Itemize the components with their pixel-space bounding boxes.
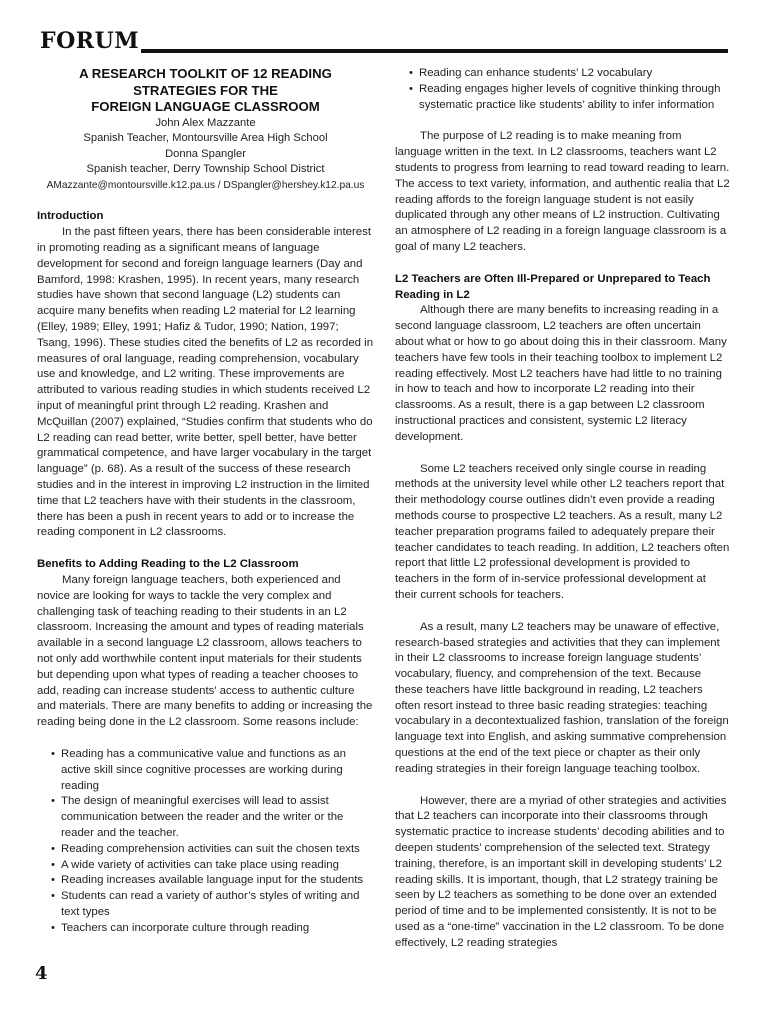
- list-item: [37, 747, 374, 794]
- list-item: [395, 66, 731, 82]
- list-item-text: Reading comprehension activities can suit the chosen texts: [61, 842, 360, 855]
- body-paragraph: However, there are a myriad of other strategies and activities that L2 teachers can incorporate into their classrooms through systematic practice to increase students’ decoding abilities and to deepen students’ comprehension of the selected text. Strategy training, therefore, is an important skill in developing students’ L2 reading skills. It is important, though, that L2 strategy training be seen by L2 teachers as something to be done over an extended period of time and to be implemented consistently. It is not to be used as a “one-time” vaccination in the L2 classroom. To be done effectively, L2 reading strategies: [395, 794, 727, 949]
- bullet-marker: •: [51, 890, 55, 903]
- author-affiliation: Spanish teacher, Derry Township School District: [86, 163, 325, 176]
- bullet-marker: •: [51, 858, 55, 871]
- body-paragraph: Although there are many benefits to increasing reading in a second language classroom, L2 teachers are often uncertain about what or how to go about doing this in their classroom. Many teachers have few tools in their teaching toolbox to implement L2 reading effectively. Most L2 teachers have had little to no training in how to teach and how to incorporate L2 reading into their classrooms. As a result, there is a gap between L2 classroom instructional practices and consistent, systemic L2 literacy development.: [395, 304, 727, 443]
- bullet-marker: •: [51, 795, 55, 808]
- intro-heading: Introduction: [37, 210, 104, 223]
- list-item: [37, 842, 374, 858]
- header-rule: [141, 49, 728, 53]
- bullet-marker: •: [51, 842, 55, 855]
- intro-paragraph: In the past fifteen years, there has been considerable interest in promoting reading as a significant means of language development for second and foreign language learners (Day and Bamford, 1998: Krashen, 1995). In recent years, many research studies have shown that second language (L2) students can acquire many benefits when reading L2 material for L2 learning (Elley, 1989; Elley, 1991; Hafiz & Tudor, 1990; Nation, 1997; Tsang, 1996). These studies cited the benefits of L2 as recorded in measures of oral language, reading comprehension, vocabulary use and knowledge, and L2 writing. These improvements are attributed to various reading studies in which students received L2 input of meaningful print through L2 reading. Krashen and McQuillan (2007) explained, “Studies confirm that students who do L2 reading can read better, write better, spell better, have better grammatical competence, and have larger vocabulary in the target language” (p. 68). As a result of the success of these research studies and in the interest in improving L2 instruction in the limited time that L2 teachers have with their students in the classroom, there has been a push in recent years to add or to increase the reading component in L2 classrooms.: [37, 226, 374, 539]
- page-header: [40, 28, 728, 60]
- title-line: FOREIGN LANGUAGE CLASSROOM: [91, 99, 320, 114]
- list-item: [37, 889, 374, 921]
- author-affiliation: Spanish Teacher, Montoursville Area High School: [83, 132, 328, 145]
- body-paragraph: As a result, many L2 teachers may be unaware of effective, research-based strategies and activities that they can implement in their L2 classrooms to increase foreign language students’ vocabulary, fluency, and comprehension of the text. Because these teachers have little background in reading, L2 teachers often resort instead to three basic reading strategies: teaching vocabulary in a decontextualized fashion, translation of the foreign language text into English, and asking summative comprehension questions at the end of the text piece or chapter as their only reading strategies in their foreign language teaching toolbox.: [395, 620, 729, 775]
- bullet-marker: •: [409, 67, 413, 79]
- body-paragraph: Some L2 teachers received only single course in reading methods at the university level while other L2 teachers report that their methodology course outlines didn’t even provide a reading methods course to prospective L2 teachers. As a result, many L2 teacher preparation programs failed to adequately prepare their teacher candidates to teach reading. In addition, L2 teachers often report that little L2 professional development is provided to teachers in the form of in-service professional development at their current schools for teachers.: [395, 462, 730, 601]
- article-title: [37, 66, 374, 116]
- right-column: [395, 66, 731, 952]
- title-line: A RESEARCH TOOLKIT OF 12 READING: [79, 66, 332, 81]
- benefits-list: [37, 747, 374, 937]
- section-title: FORUM: [40, 28, 140, 54]
- list-item-text: Reading has a communicative value and functions as an active skill since cognitive processes are working during reading: [61, 747, 346, 792]
- title-line: STRATEGIES FOR THE: [133, 82, 278, 98]
- prepared-heading: L2 Teachers are Often Ill-Prepared or Unprepared to Teach Reading in L2: [395, 272, 711, 301]
- list-item-text: A wide variety of activities can take place using reading: [61, 858, 339, 871]
- list-item: [37, 873, 374, 889]
- left-column: [37, 66, 374, 937]
- list-item: [37, 794, 374, 841]
- list-item-text: Reading engages higher levels of cognitive thinking through systematic practice like students’ ability to infer information: [419, 82, 721, 111]
- byline: [37, 116, 374, 194]
- author-name: John Alex Mazzante: [155, 116, 256, 129]
- list-item-text: Reading can enhance students’ L2 vocabulary: [419, 67, 653, 79]
- benefits-list-continued: [395, 66, 731, 113]
- page-number: 4: [35, 963, 48, 984]
- author-emails: AMazzante@montoursville.k12.pa.us / DSpangler@hershey.k12.pa.us: [46, 179, 365, 191]
- bullet-marker: •: [51, 921, 55, 934]
- benefits-heading: Benefits to Adding Reading to the L2 Classroom: [37, 558, 299, 571]
- list-item-text: Students can read a variety of author’s styles of writing and text types: [61, 890, 360, 918]
- bullet-marker: •: [51, 747, 55, 760]
- purpose-paragraph: The purpose of L2 reading is to make meaning from language written in the text. In L2 classrooms, teachers want L2 students to progress from learning to read toward reading to learn. The access to text variety, information, and authentic realia that L2 reading affords to the foreign language student is not easily duplicated through any other means of L2 instruction. Cultivating an atmosphere of L2 reading in a foreign language classroom is a goal of many L2 teachers.: [395, 130, 730, 253]
- list-item: [395, 82, 731, 114]
- list-item: [37, 858, 374, 874]
- bullet-marker: •: [409, 82, 413, 95]
- list-item-text: Reading increases available language input for the students: [61, 874, 364, 887]
- list-item: [37, 921, 374, 937]
- list-item-text: Teachers can incorporate culture through reading: [61, 921, 310, 934]
- list-item-text: The design of meaningful exercises will lead to assist communication between the reader and the writer or the reader and the teacher.: [61, 795, 344, 839]
- bullet-marker: •: [51, 874, 55, 887]
- author-name: Donna Spangler: [165, 147, 246, 160]
- benefits-paragraph: Many foreign language teachers, both experienced and novice are looking for ways to tackle the very complex and challenging task of teaching reading to their students in an L2 classroom. Increasing the amount and types of reading materials available in a second language L2 classroom, allows teachers to not only add worthwhile content input materials for their students but depending upon what types of reading a teacher chooses to add, reading can increase students’ access to authentic culture and materials. There are many benefits to adding or increasing the reading being done in the L2 classroom. Some reasons include:: [37, 574, 373, 729]
